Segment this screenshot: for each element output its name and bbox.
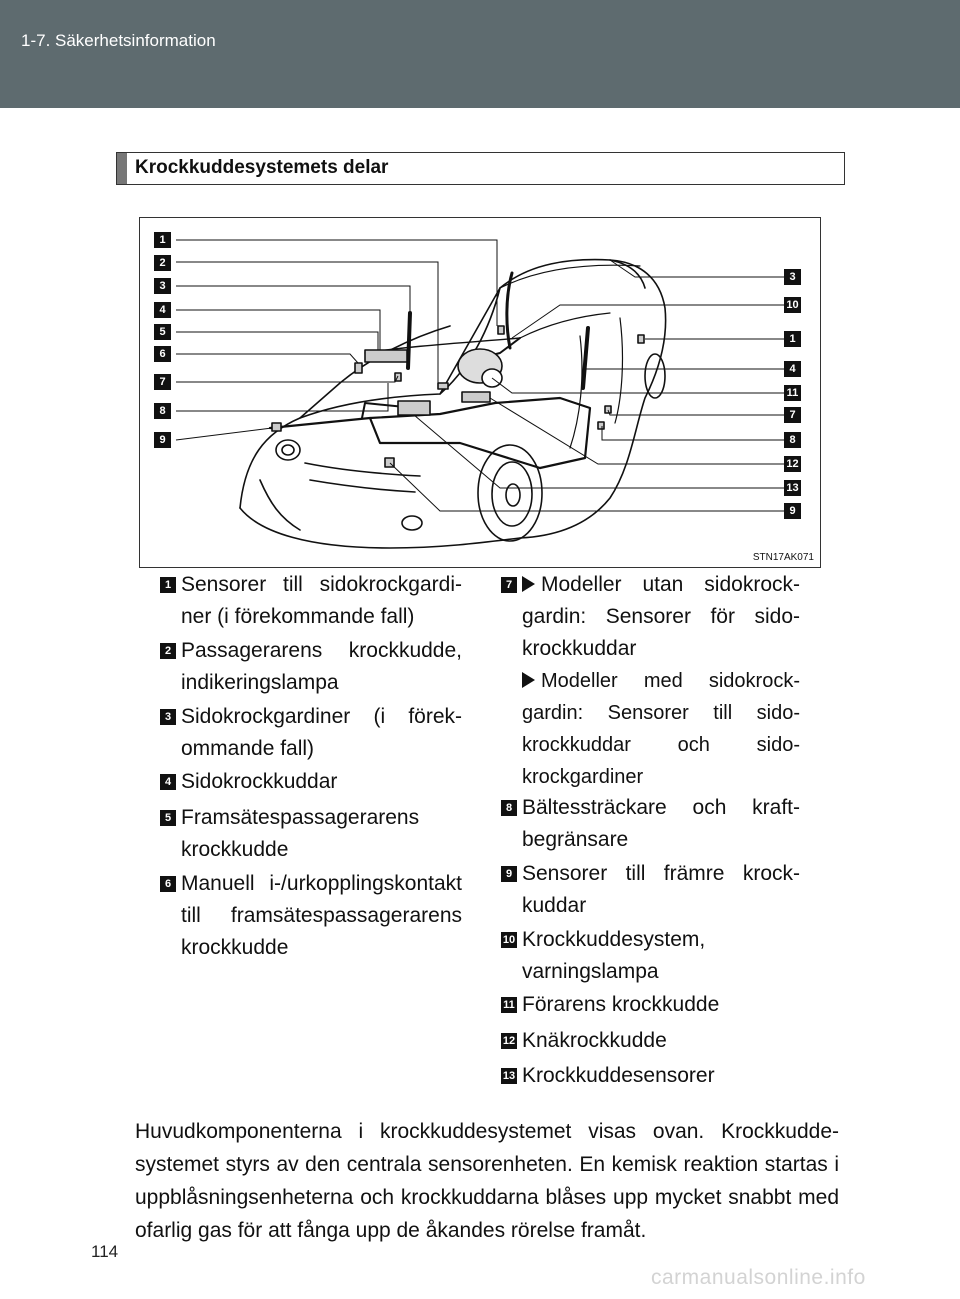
- callout-right-13: 13: [784, 480, 801, 496]
- arrow-icon: [522, 576, 535, 592]
- list-item: Passagerarens krockkudde, indikeringslampa: [181, 639, 462, 694]
- callout-left-6: 6: [154, 346, 171, 362]
- callout-left-1: 1: [154, 232, 171, 248]
- callout-left-3: 3: [154, 278, 171, 294]
- callout-right-4: 4: [784, 361, 801, 377]
- list-item: Framsätespassagerarens krockkudde: [181, 806, 420, 861]
- item-sub-text: Modeller med sidokrock-gardin: Sensorer till sido-krockkuddar och sido-krockgardiner: [522, 670, 800, 788]
- list-item: Krockkuddesensorer: [522, 1064, 715, 1087]
- page-header: [0, 0, 960, 108]
- list-item: Manuell i-/urkopplingskontakt till framsätespassagerarens krockkudde: [181, 872, 462, 959]
- list-item: Förarens krockkudde: [522, 993, 720, 1016]
- callout-right-10: 10: [784, 297, 801, 313]
- item-number: 6: [160, 876, 176, 892]
- callout-left-7: 7: [154, 374, 171, 390]
- list-item: Sidokrockgardiner (i förek-ommande fall): [181, 705, 462, 760]
- list-item: [522, 569, 800, 665]
- callout-right-8: 8: [784, 432, 801, 448]
- callout-right-11: 11: [784, 385, 801, 401]
- item-number: 13: [502, 1070, 516, 1082]
- item-number: 8: [501, 800, 517, 816]
- body-paragraph: Huvudkomponenterna i krockkuddesystemet visas ovan. Krockkudde-systemet styrs av den centrala sensorenheten. En kemisk reaktion startas i uppblåsningsenheterna och krockkuddarna blåses upp mycket snabbt med ofarlig gas för att fånga upp de åkandes rörelse framåt.: [135, 1120, 839, 1242]
- section-title: Krockkuddesystemets delar: [135, 157, 389, 178]
- car-illustration: [140, 218, 820, 567]
- page-number: 114: [91, 1242, 119, 1261]
- item-number: 2: [160, 643, 176, 659]
- item-number: 5: [160, 810, 176, 826]
- airbag-system-figure: [139, 217, 821, 568]
- item-number: 3: [160, 709, 176, 725]
- callout-left-4: 4: [154, 302, 171, 318]
- callout-left-8: 8: [154, 403, 171, 419]
- section-heading-bar: [117, 153, 127, 184]
- item-number: 9: [501, 866, 517, 882]
- list-item: Knäkrockkudde: [522, 1029, 667, 1052]
- list-item: Krockkuddesystem, varningslampa: [522, 928, 706, 983]
- callout-right-7: 7: [784, 407, 801, 423]
- item-number: 12: [502, 1035, 516, 1047]
- item-number: 7: [501, 577, 517, 593]
- callout-left-2: 2: [154, 255, 171, 271]
- figure-id: STN17AK071: [752, 552, 814, 563]
- callout-left-9: 9: [154, 432, 171, 448]
- list-item: Sidokrockkuddar: [181, 770, 338, 793]
- list-item: Bältessträckare och kraft-begränsare: [522, 796, 800, 851]
- callout-right-1: 1: [784, 331, 801, 347]
- section-heading-box: [116, 152, 845, 185]
- watermark-text: carmanualsonline.info: [651, 1266, 866, 1289]
- chapter-title: 1-7. Säkerhetsinformation: [21, 31, 216, 50]
- item-number: 4: [160, 774, 176, 790]
- arrow-icon: [522, 672, 535, 688]
- callout-right-3: 3: [784, 269, 801, 285]
- item-sub-text: Modeller utan sidokrock-gardin: Sensorer för sido-krockkuddar: [522, 573, 800, 660]
- callout-right-9: 9: [784, 503, 801, 519]
- item-number: 11: [501, 997, 517, 1013]
- list-item: Sensorer till sidokrockgardi-ner (i förekommande fall): [181, 573, 462, 628]
- list-item: [522, 665, 800, 793]
- item-number: 1: [160, 577, 176, 593]
- item-number: 10: [502, 934, 516, 946]
- list-item: Sensorer till främre krock-kuddar: [522, 862, 800, 917]
- callout-right-12: 12: [784, 456, 801, 472]
- callout-left-5: 5: [154, 324, 171, 340]
